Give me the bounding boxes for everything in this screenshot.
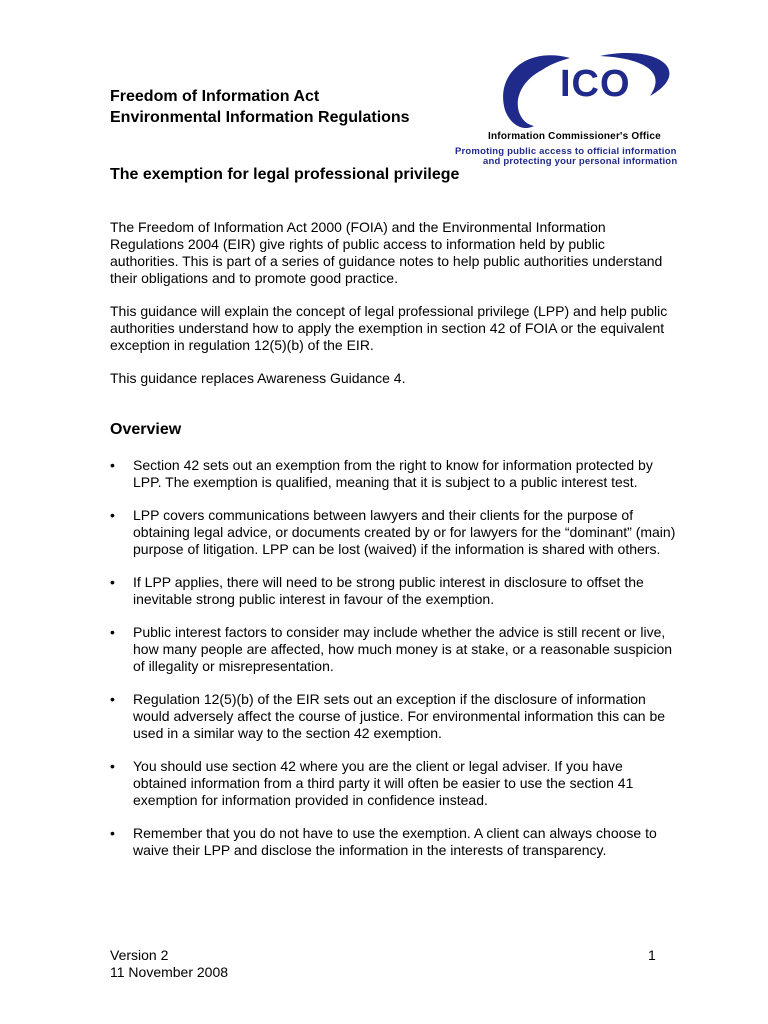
- intro-paragraph-3: This guidance replaces Awareness Guidance 4.: [110, 370, 406, 386]
- overview-heading: Overview: [110, 421, 182, 438]
- list-item: [110, 507, 680, 558]
- bullet-icon: •: [110, 825, 115, 841]
- document-title-line-1: Freedom of Information Act: [110, 88, 320, 105]
- bullet-text: Section 42 sets out an exemption from the right to know for information protected by LPP. The exemption is qualified, meaning that it is subject to a public interest test.: [133, 457, 653, 490]
- document-title-line-2: Environmental Information Regulations: [110, 109, 410, 126]
- list-item: [110, 758, 680, 809]
- bullet-text: Remember that you do not have to use the exemption. A client can always choose to waive their LPP and disclose the information in the interests of transparency.: [133, 825, 657, 858]
- footer-date: 11 November 2008: [110, 964, 229, 980]
- list-item: [110, 825, 680, 859]
- logo-organisation-name: Information Commissioner's Office: [488, 131, 661, 142]
- list-item: [110, 574, 680, 608]
- list-item: [110, 624, 680, 675]
- bullet-icon: •: [110, 758, 115, 774]
- bullet-icon: •: [110, 507, 115, 523]
- logo-mark-text: ICO: [560, 63, 631, 105]
- bullet-text: LPP covers communications between lawyers and their clients for the purpose of obtaining legal advice, or documents created by or for lawyers for the “dominant” (main) purpose of litigation. LPP can be lost (waived) if the information is shared with others.: [133, 507, 676, 557]
- overview-bullet-list: [110, 457, 680, 875]
- logo-tagline-line-1: Promoting public access to official information: [455, 146, 677, 157]
- list-item: [110, 457, 680, 491]
- bullet-icon: •: [110, 691, 115, 707]
- intro-paragraph-2: This guidance will explain the concept of legal professional privilege (LPP) and help public authorities understand how to apply the exemption in section 42 of FOIA or the equivalent exception in regulation 12(5)(b) of the EIR.: [110, 303, 668, 353]
- bullet-text: Regulation 12(5)(b) of the EIR sets out an exception if the disclosure of information would adversely affect the course of justice. For environmental information this can be used in a similar way to the section 42 exemption.: [133, 691, 666, 741]
- footer-version: Version 2: [110, 947, 169, 963]
- page-number: 1: [648, 947, 656, 963]
- bullet-icon: •: [110, 624, 115, 640]
- bullet-text: If LPP applies, there will need to be strong public interest in disclosure to offset the inevitable strong public interest in favour of the exemption.: [133, 574, 644, 607]
- bullet-icon: •: [110, 457, 115, 473]
- document-subject: The exemption for legal professional privilege: [110, 166, 460, 183]
- list-item: [110, 691, 680, 742]
- intro-paragraph-1: The Freedom of Information Act 2000 (FOIA) and the Environmental Information Regulations 2004 (EIR) give rights of public access to information held by public authorities. This is part of a series of guidance notes to help public authorities understand their obligations and to promote good practice.: [110, 219, 663, 286]
- bullet-text: You should use section 42 where you are the client or legal adviser. If you have obtained information from a third party it will often be easier to use the section 41 exemption for information provided in confidence instead.: [133, 758, 634, 808]
- bullet-icon: •: [110, 574, 115, 590]
- bullet-text: Public interest factors to consider may include whether the advice is still recent or live, how many people are affected, how much money is at stake, or a reasonable suspicion of illegality or misrepresentation.: [133, 624, 673, 674]
- logo-tagline-line-2: and protecting your personal information: [483, 156, 678, 167]
